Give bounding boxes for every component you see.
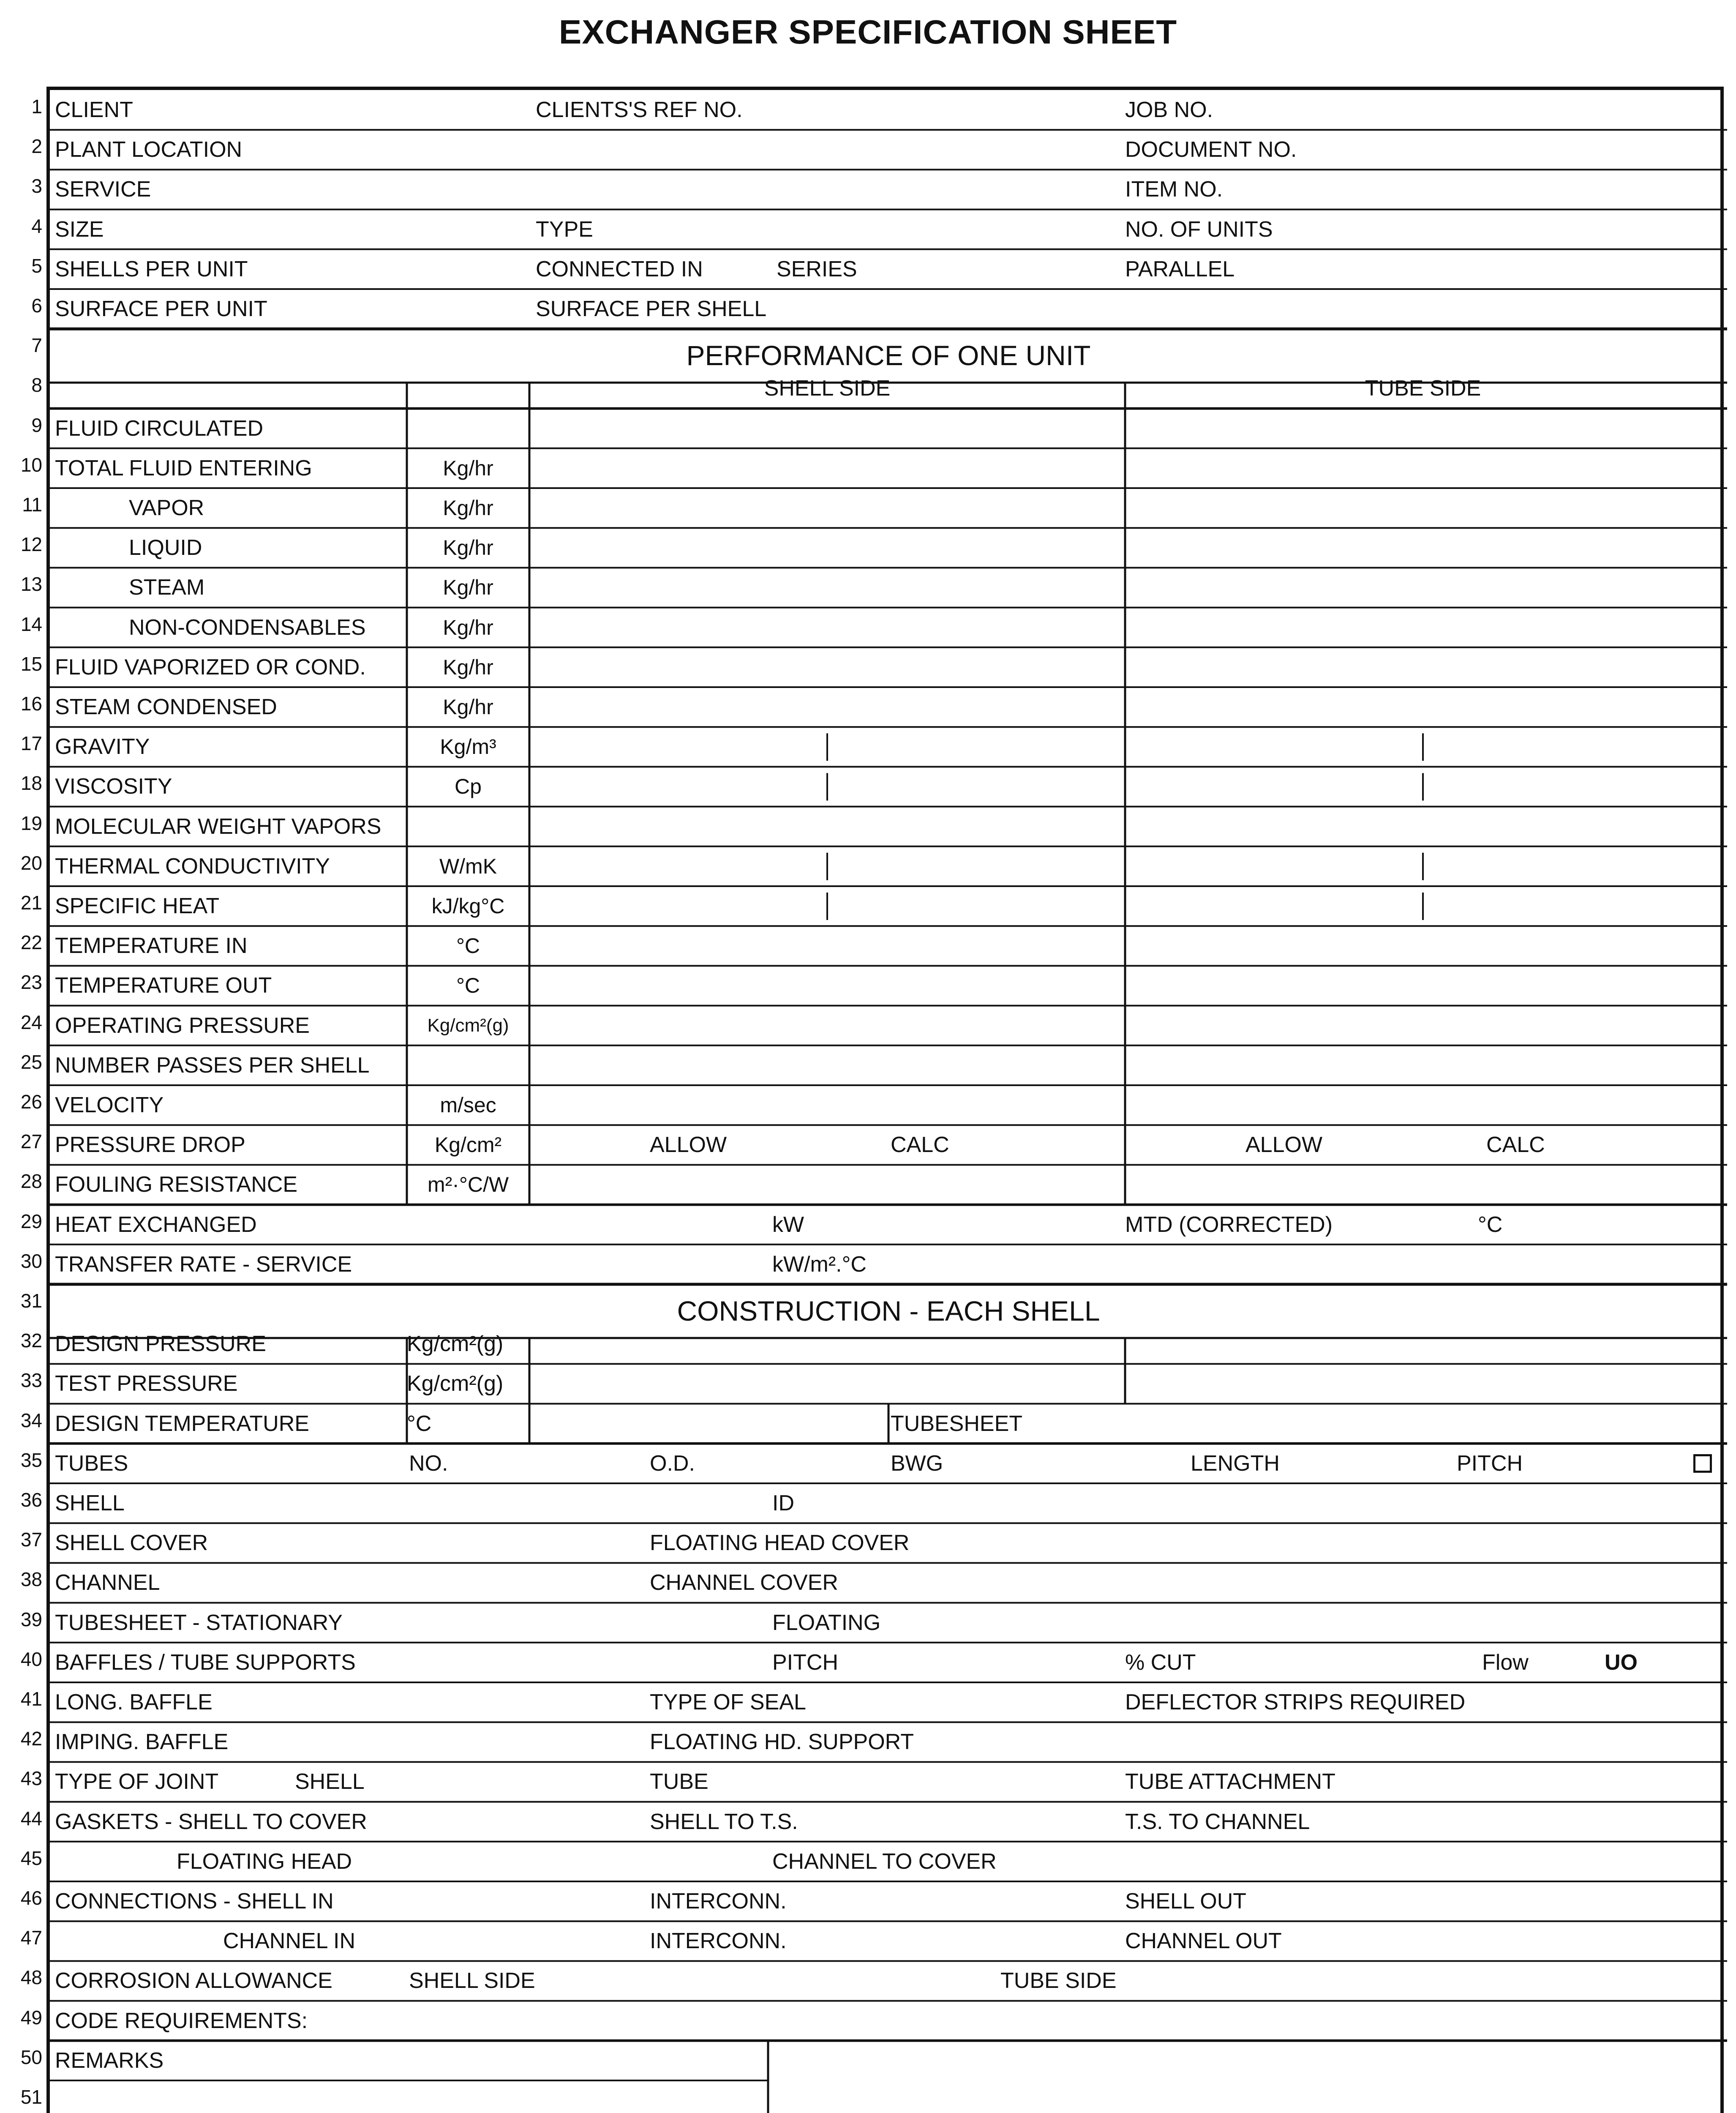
unit-mtd-c: °C — [1478, 1212, 1503, 1237]
shell-allow: ALLOW — [650, 1133, 727, 1158]
row-number: 4 — [31, 215, 42, 237]
label-joint-shell: SHELL — [295, 1769, 365, 1794]
row-number: 3 — [31, 175, 42, 197]
label-floating: FLOATING — [772, 1610, 881, 1635]
label-clients-ref: CLIENTS'S REF NO. — [536, 98, 743, 122]
tube-allow: ALLOW — [1245, 1133, 1323, 1158]
label-tubesheet: TUBESHEET — [891, 1411, 1023, 1436]
row-number: 45 — [20, 1847, 42, 1869]
perf-row-unit: Kg/hr — [443, 576, 493, 600]
label-joint-tube: TUBE — [650, 1769, 709, 1794]
row-number: 5 — [31, 254, 42, 277]
label-channel: CHANNEL — [55, 1570, 160, 1595]
row-number: 37 — [20, 1529, 42, 1551]
label-long-baffle: LONG. BAFFLE — [55, 1690, 213, 1714]
perf-row-label: VAPOR — [129, 496, 204, 520]
label-surface-per-unit: SURFACE PER UNIT — [55, 297, 267, 321]
row-number: 17 — [20, 732, 42, 755]
row-number: 30 — [20, 1250, 42, 1272]
perf-row-unit: Kg/cm² — [434, 1133, 502, 1157]
perf-row-label: VISCOSITY — [55, 774, 172, 799]
row-number: 47 — [20, 1927, 42, 1949]
row-number: 8 — [31, 374, 42, 396]
unit-kw: kW — [772, 1212, 804, 1237]
label-gaskets: GASKETS - SHELL TO COVER — [55, 1809, 367, 1834]
label-tube-attachment: TUBE ATTACHMENT — [1125, 1769, 1335, 1794]
row-number: 1 — [31, 96, 42, 117]
row-number: 23 — [20, 971, 42, 994]
unit-design-temperature: °C — [407, 1411, 432, 1436]
perf-row-label: VELOCITY — [55, 1093, 164, 1117]
sheet-title: EXCHANGER SPECIFICATION SHEET — [559, 13, 1177, 51]
perf-row-label: PRESSURE DROP — [55, 1133, 245, 1158]
label-type: TYPE — [536, 217, 593, 242]
row-number: 18 — [20, 772, 42, 794]
perf-row-label: SPECIFIC HEAT — [55, 894, 220, 918]
label-bwg: BWG — [891, 1451, 943, 1476]
perf-row-unit: W/mK — [439, 854, 497, 878]
perf-row-label: TEMPERATURE IN — [55, 934, 248, 958]
row-number: 2 — [31, 135, 42, 158]
perf-row-label: MOLECULAR WEIGHT VAPORS — [55, 814, 382, 839]
label-shell-out: SHELL OUT — [1125, 1889, 1247, 1914]
row-number: 19 — [20, 812, 42, 834]
label-length: LENGTH — [1191, 1451, 1280, 1476]
label-remarks: REMARKS — [55, 2048, 164, 2073]
perf-row-unit — [407, 1046, 529, 1085]
row-number: 38 — [20, 1568, 42, 1591]
label-channel-cover: CHANNEL COVER — [650, 1570, 838, 1595]
perf-row-unit — [407, 409, 529, 448]
label-type-of-joint: TYPE OF JOINT — [55, 1769, 219, 1794]
row-number: 25 — [20, 1051, 42, 1073]
label-size: SIZE — [55, 217, 104, 242]
perf-row-unit: Kg/hr — [443, 536, 493, 560]
perf-row-unit: m²·°C/W — [427, 1173, 509, 1197]
row-number: 28 — [20, 1170, 42, 1193]
row-number: 33 — [20, 1369, 42, 1392]
perf-row-label: STEAM CONDENSED — [55, 695, 277, 719]
row-number: 27 — [20, 1130, 42, 1153]
row-number: 20 — [20, 852, 42, 874]
label-no-of-units: NO. OF UNITS — [1125, 217, 1273, 242]
row-number: 14 — [20, 613, 42, 635]
label-design-temperature: DESIGN TEMPERATURE — [55, 1411, 309, 1436]
label-shell: SHELL — [55, 1491, 125, 1515]
perf-row-unit — [407, 807, 529, 846]
label-no: NO. — [409, 1451, 448, 1476]
perf-row-label: FLUID CIRCULATED — [55, 416, 264, 441]
label-plant-location: PLANT LOCATION — [55, 137, 243, 162]
label-transfer-rate: TRANSFER RATE - SERVICE — [55, 1252, 352, 1277]
perf-row-label: LIQUID — [129, 535, 202, 560]
section-construction: CONSTRUCTION - EACH SHELL — [677, 1295, 1100, 1327]
unit-transfer-rate: kW/m².°C — [772, 1252, 867, 1277]
perf-row-unit: Kg/hr — [443, 615, 493, 639]
perf-row-label: GRAVITY — [55, 734, 150, 759]
row-number: 43 — [20, 1767, 42, 1790]
row-number: 6 — [31, 295, 42, 317]
label-corr-tube-side: TUBE SIDE — [1000, 1968, 1117, 1993]
col-shell-side: SHELL SIDE — [764, 376, 891, 401]
label-client: CLIENT — [55, 98, 133, 122]
row-number: 49 — [20, 2006, 42, 2028]
label-channel-to-cover: CHANNEL TO COVER — [772, 1849, 997, 1874]
row-number: 51 — [20, 2086, 42, 2108]
row-number: 22 — [20, 931, 42, 954]
row-number: 44 — [20, 1807, 42, 1829]
label-cut: % CUT — [1125, 1650, 1196, 1675]
row-number: 7 — [31, 334, 42, 357]
perf-row-unit: m/sec — [440, 1093, 496, 1117]
label-floating-head-cover: FLOATING HEAD COVER — [650, 1531, 910, 1556]
row-number: 36 — [20, 1489, 42, 1511]
label-channel-out: CHANNEL OUT — [1125, 1929, 1282, 1954]
label-interconn-2: INTERCONN. — [650, 1929, 787, 1954]
row-number: 12 — [20, 533, 42, 556]
section-performance: PERFORMANCE OF ONE UNIT — [686, 340, 1091, 371]
row-number: 48 — [20, 1966, 42, 1989]
label-tubesheet-stationary: TUBESHEET - STATIONARY — [55, 1610, 343, 1635]
perf-row-label: FOULING RESISTANCE — [55, 1172, 298, 1197]
row-number: 50 — [20, 2046, 42, 2068]
label-series: SERIES — [777, 257, 857, 281]
perf-row-label: NUMBER PASSES PER SHELL — [55, 1053, 370, 1078]
label-item-no: ITEM NO. — [1125, 177, 1223, 202]
perf-row-unit: Kg/hr — [443, 456, 493, 480]
row-number: 31 — [20, 1290, 42, 1312]
row-number: 13 — [20, 573, 42, 595]
shell-calc: CALC — [891, 1133, 949, 1158]
perf-row-unit: °C — [456, 974, 480, 998]
perf-row-label: TOTAL FLUID ENTERING — [55, 456, 312, 480]
label-parallel: PARALLEL — [1125, 257, 1235, 281]
row-number: 40 — [20, 1648, 42, 1670]
perf-row-label: TEMPERATURE OUT — [55, 973, 272, 998]
label-service: SERVICE — [55, 177, 151, 202]
spec-sheet — [46, 87, 1724, 2113]
perf-row-label: OPERATING PRESSURE — [55, 1013, 310, 1038]
row-number: 9 — [31, 414, 42, 436]
row-number: 29 — [20, 1210, 42, 1232]
unit-design-pressure: Kg/cm²(g) — [407, 1332, 504, 1357]
row-number: 26 — [20, 1091, 42, 1113]
label-interconn-1: INTERCONN. — [650, 1889, 787, 1914]
label-tubes: TUBES — [55, 1451, 128, 1476]
perf-row-unit: Kg/cm²(g) — [427, 1015, 509, 1036]
row-number: 21 — [20, 892, 42, 914]
label-mtd: MTD (CORRECTED) — [1125, 1212, 1333, 1237]
row-number: 15 — [20, 652, 42, 675]
label-imping-baffle: IMPING. BAFFLE — [55, 1730, 229, 1755]
label-flow: Flow — [1482, 1650, 1529, 1675]
row-number: 11 — [22, 494, 42, 516]
label-floating-head: FLOATING HEAD — [177, 1849, 352, 1874]
label-connected-in: CONNECTED IN — [536, 257, 703, 281]
label-shells-per-unit: SHELLS PER UNIT — [55, 257, 248, 281]
label-floating-hd-support: FLOATING HD. SUPPORT — [650, 1730, 914, 1755]
label-id: ID — [772, 1491, 794, 1515]
row-number: 41 — [20, 1688, 42, 1710]
perf-row-label: FLUID VAPORIZED OR COND. — [55, 655, 366, 680]
label-baffle-pitch: PITCH — [772, 1650, 838, 1675]
label-ts-to-channel: T.S. TO CHANNEL — [1125, 1809, 1310, 1834]
unit-test-pressure: Kg/cm²(g) — [407, 1371, 504, 1396]
label-test-pressure: TEST PRESSURE — [55, 1371, 238, 1396]
label-job-no: JOB NO. — [1125, 98, 1213, 122]
perf-row-label: STEAM — [129, 575, 205, 600]
perf-row-unit: Kg/hr — [443, 496, 493, 520]
row-number: 16 — [20, 693, 42, 715]
label-corr-shell-side: SHELL SIDE — [409, 1968, 535, 1993]
label-corrosion: CORROSION ALLOWANCE — [55, 1968, 332, 1993]
row-number: 46 — [20, 1887, 42, 1909]
label-shell-cover: SHELL COVER — [55, 1531, 208, 1556]
label-type-of-seal: TYPE OF SEAL — [650, 1690, 806, 1714]
label-shell-to-ts: SHELL TO T.S. — [650, 1809, 798, 1834]
label-uo: UO — [1605, 1650, 1638, 1675]
label-connections-shell-in: CONNECTIONS - SHELL IN — [55, 1889, 334, 1914]
row-number: 34 — [20, 1409, 42, 1431]
row-number: 39 — [20, 1608, 42, 1630]
row-number: 42 — [20, 1728, 42, 1750]
label-design-pressure: DESIGN PRESSURE — [55, 1332, 266, 1357]
pitch-checkbox[interactable] — [1693, 1454, 1712, 1473]
perf-row-label: THERMAL CONDUCTIVITY — [55, 854, 330, 879]
label-od: O.D. — [650, 1451, 695, 1476]
label-code: CODE REQUIREMENTS: — [55, 2008, 308, 2033]
perf-row-unit: kJ/kg°C — [431, 894, 505, 918]
row-number: 32 — [20, 1329, 42, 1352]
perf-row-unit: °C — [456, 934, 480, 958]
label-deflector: DEFLECTOR STRIPS REQUIRED — [1125, 1690, 1466, 1714]
perf-row-label: NON-CONDENSABLES — [129, 615, 366, 640]
tube-calc: CALC — [1486, 1133, 1545, 1158]
row-number: 35 — [20, 1449, 42, 1471]
perf-row-unit: Kg/hr — [443, 655, 493, 679]
label-baffles: BAFFLES / TUBE SUPPORTS — [55, 1650, 356, 1675]
perf-row-unit: Kg/m³ — [440, 735, 496, 759]
label-surface-per-shell: SURFACE PER SHELL — [536, 297, 767, 321]
col-tube-side: TUBE SIDE — [1365, 376, 1481, 401]
label-heat-exchanged: HEAT EXCHANGED — [55, 1212, 257, 1237]
perf-row-unit: Kg/hr — [443, 695, 493, 719]
perf-row-unit: Cp — [455, 775, 482, 799]
label-pitch: PITCH — [1457, 1451, 1523, 1476]
row-number: 10 — [20, 453, 42, 476]
row-number: 24 — [20, 1011, 42, 1033]
label-channel-in: CHANNEL IN — [223, 1929, 356, 1954]
row-numbers — [0, 0, 46, 2113]
label-document-no: DOCUMENT NO. — [1125, 137, 1297, 162]
